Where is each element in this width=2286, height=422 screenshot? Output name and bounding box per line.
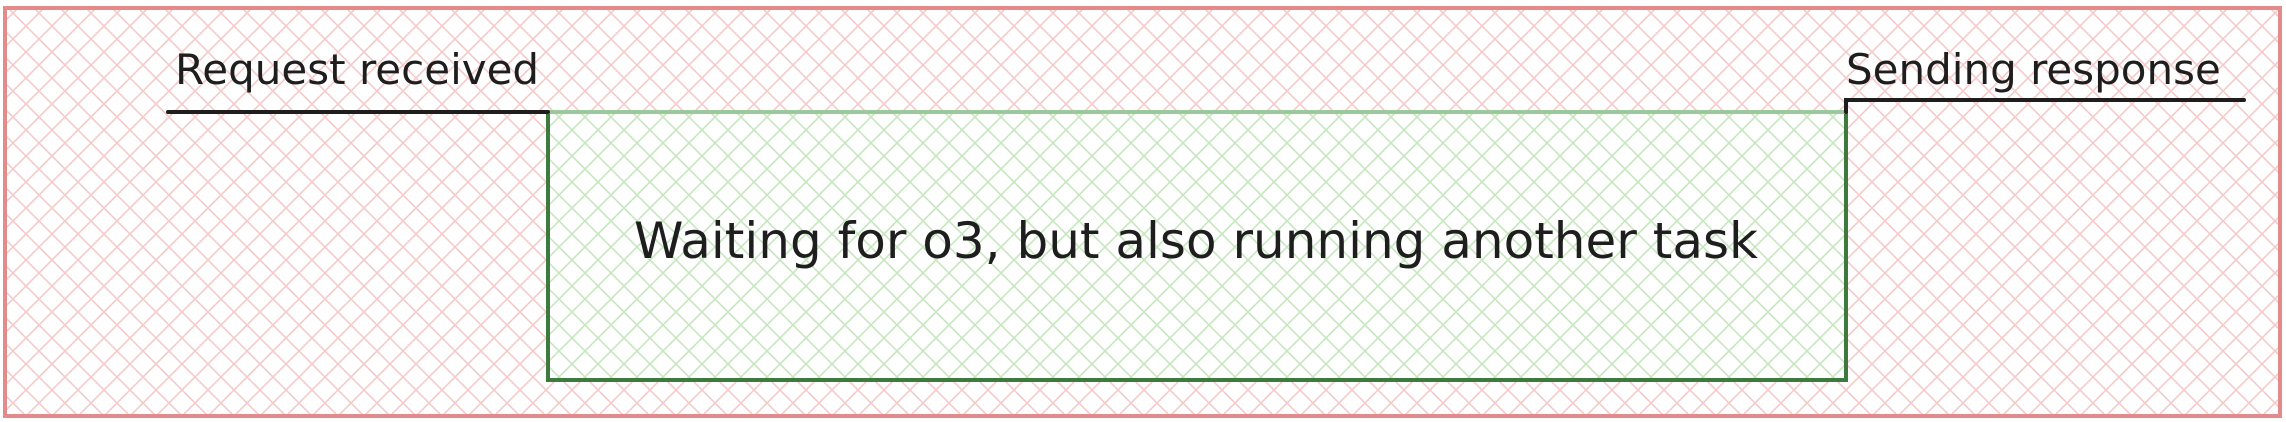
- sending-response-label: Sending response: [1846, 45, 2221, 94]
- request-received-label: Request received: [175, 45, 540, 94]
- task-label: Waiting for o3, but also running another task: [634, 212, 1758, 270]
